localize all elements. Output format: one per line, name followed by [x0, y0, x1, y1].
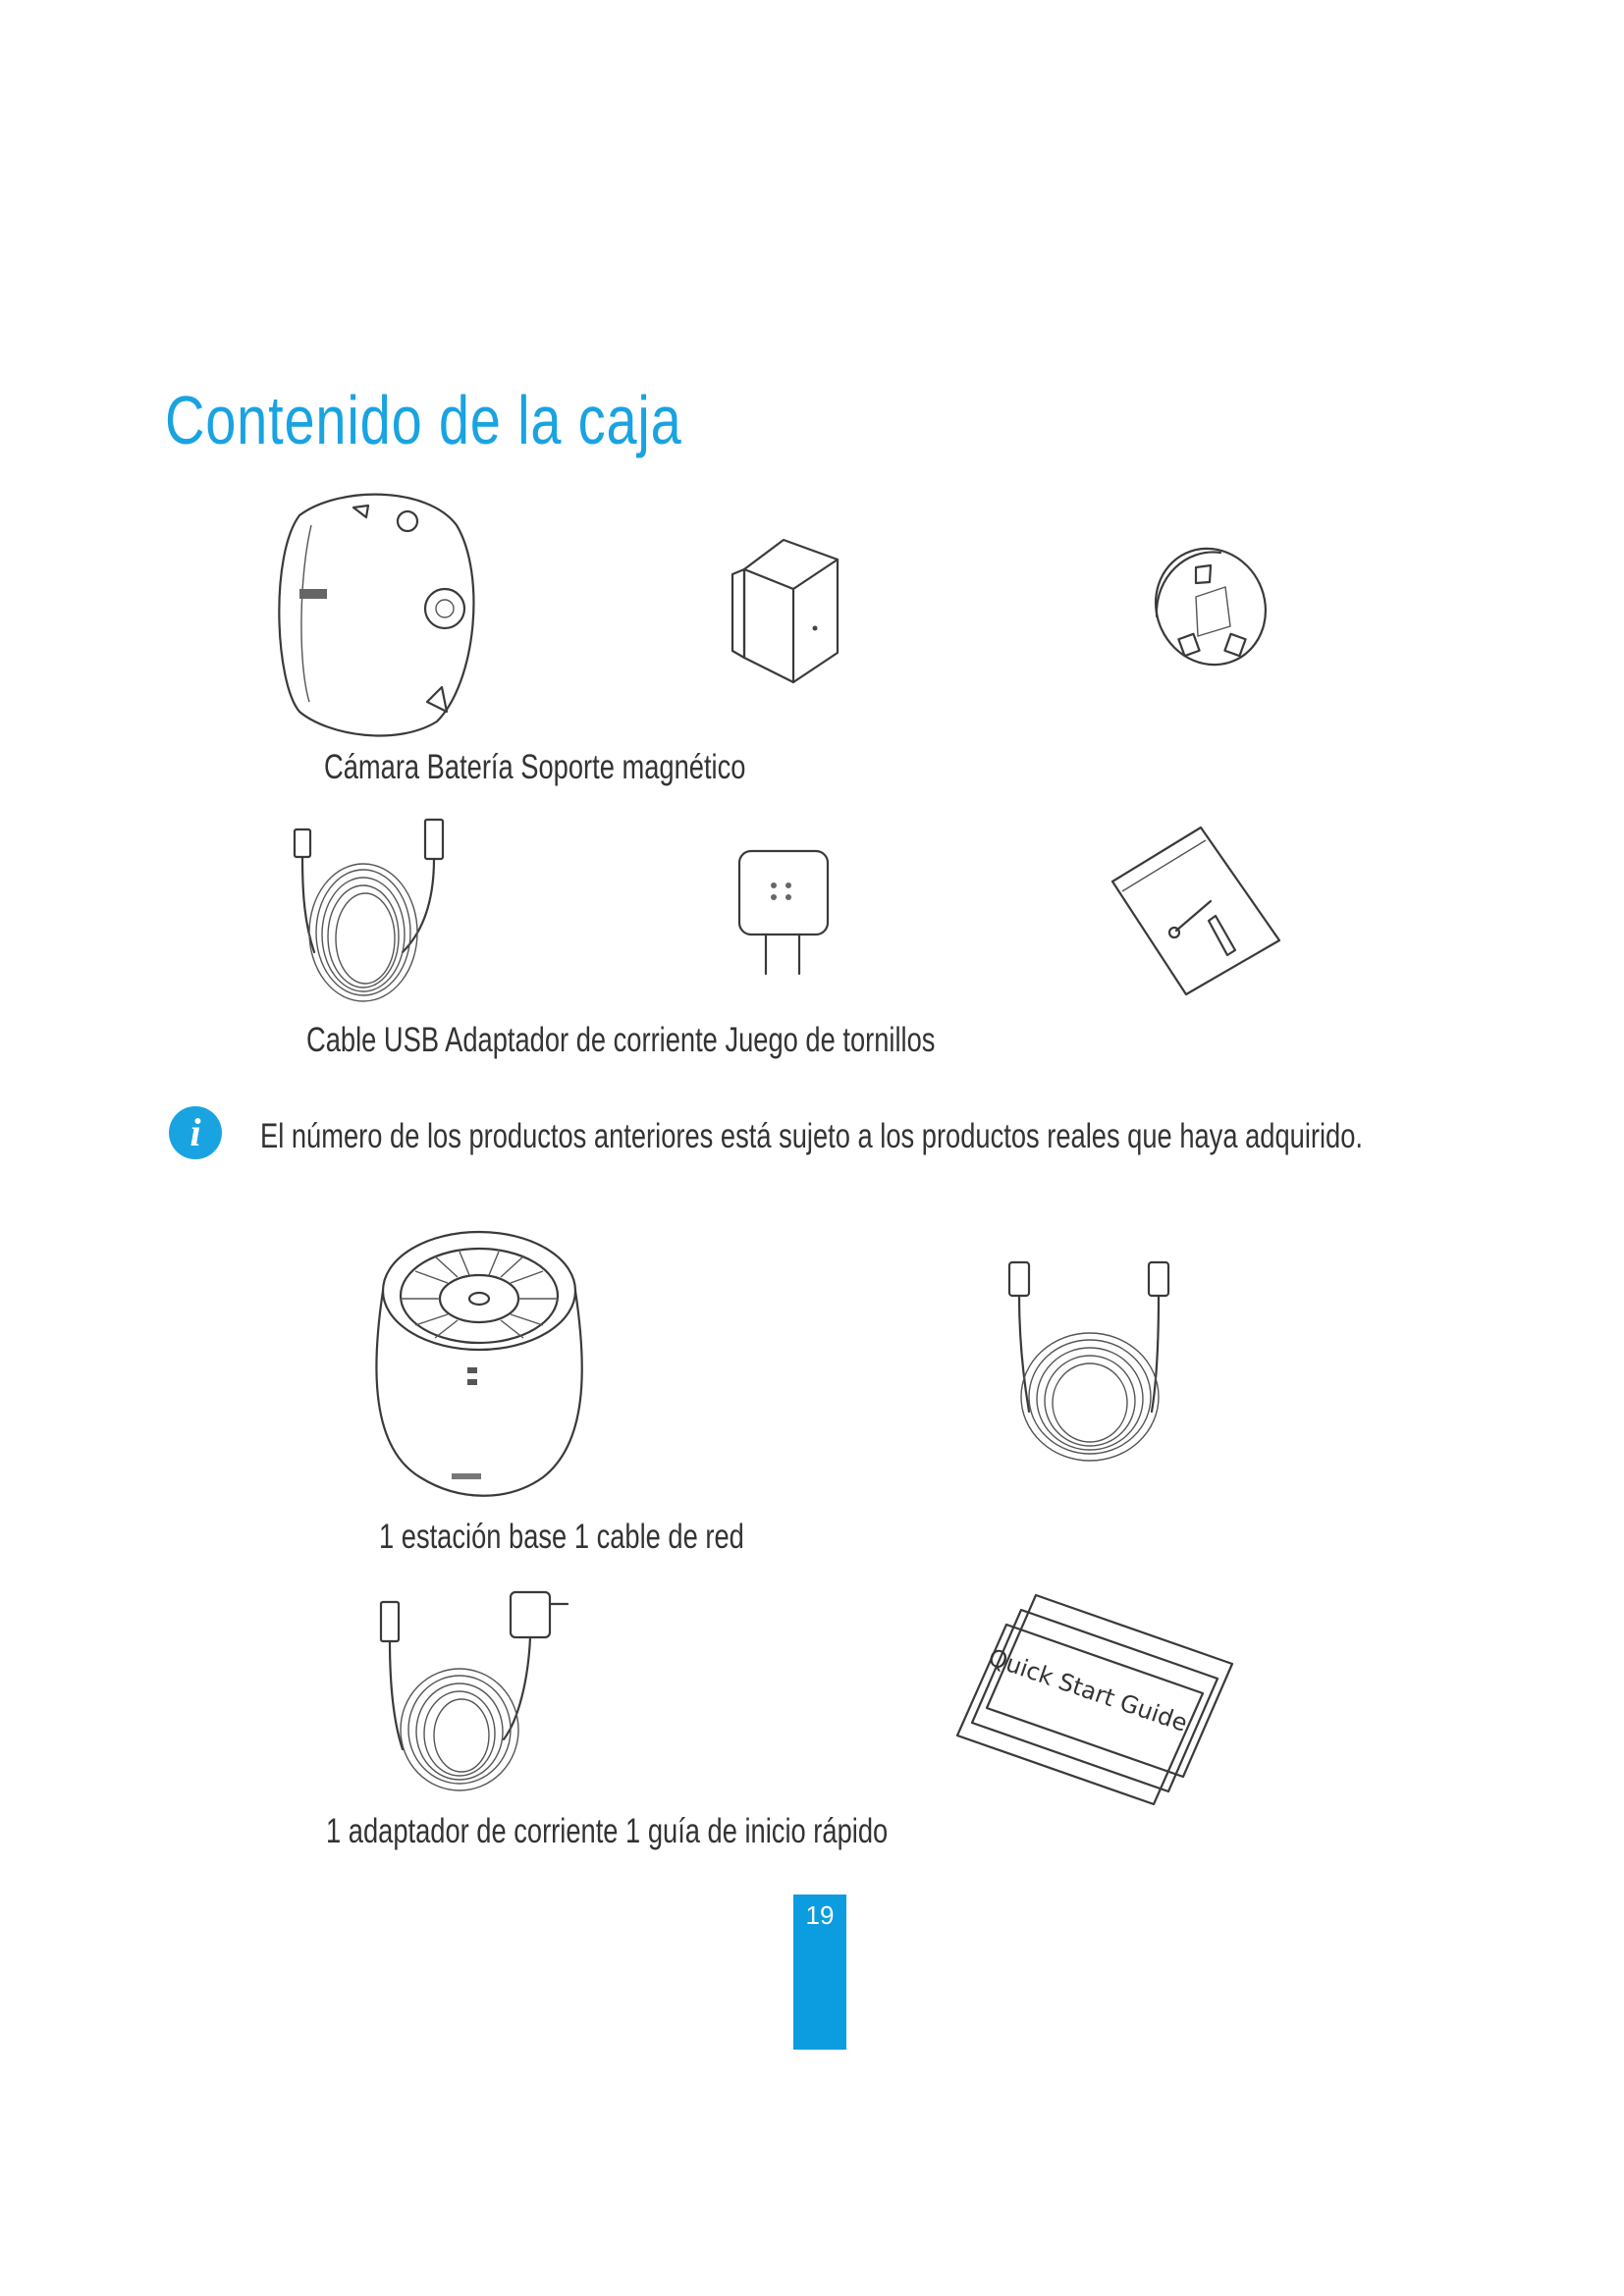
info-icon: i — [169, 1106, 222, 1159]
camera-image — [270, 486, 486, 741]
caption-row2: Cable USB Adaptador de corriente Juego de tornillos — [306, 1021, 936, 1059]
page-title: Contenido de la caja — [165, 382, 682, 458]
caption-row3: 1 estación base 1 cable de red — [379, 1518, 744, 1556]
power-adapter-image — [734, 846, 833, 984]
screw-kit-image — [1108, 823, 1284, 999]
guide-label: Quick Start Guide — [985, 1643, 1191, 1737]
usb-cable-image — [285, 815, 481, 1011]
network-cable-image — [1000, 1255, 1186, 1466]
page-number-tab — [793, 1895, 846, 2050]
base-station-image — [361, 1222, 597, 1507]
caption-row4: 1 adaptador de corriente 1 guía de inicio rápido — [326, 1812, 889, 1850]
caption-row1: Cámara Batería Soporte magnético — [324, 748, 746, 786]
quick-start-guide-image — [947, 1580, 1242, 1806]
magnetic-mount-image — [1137, 538, 1274, 685]
battery-image — [725, 535, 852, 692]
page-number: 19 — [805, 1900, 835, 1930]
note-text: El número de los productos anteriores está sujeto a los productos reales que haya adquirido. — [260, 1117, 1364, 1155]
power-adapter-cable-image — [371, 1582, 587, 1798]
